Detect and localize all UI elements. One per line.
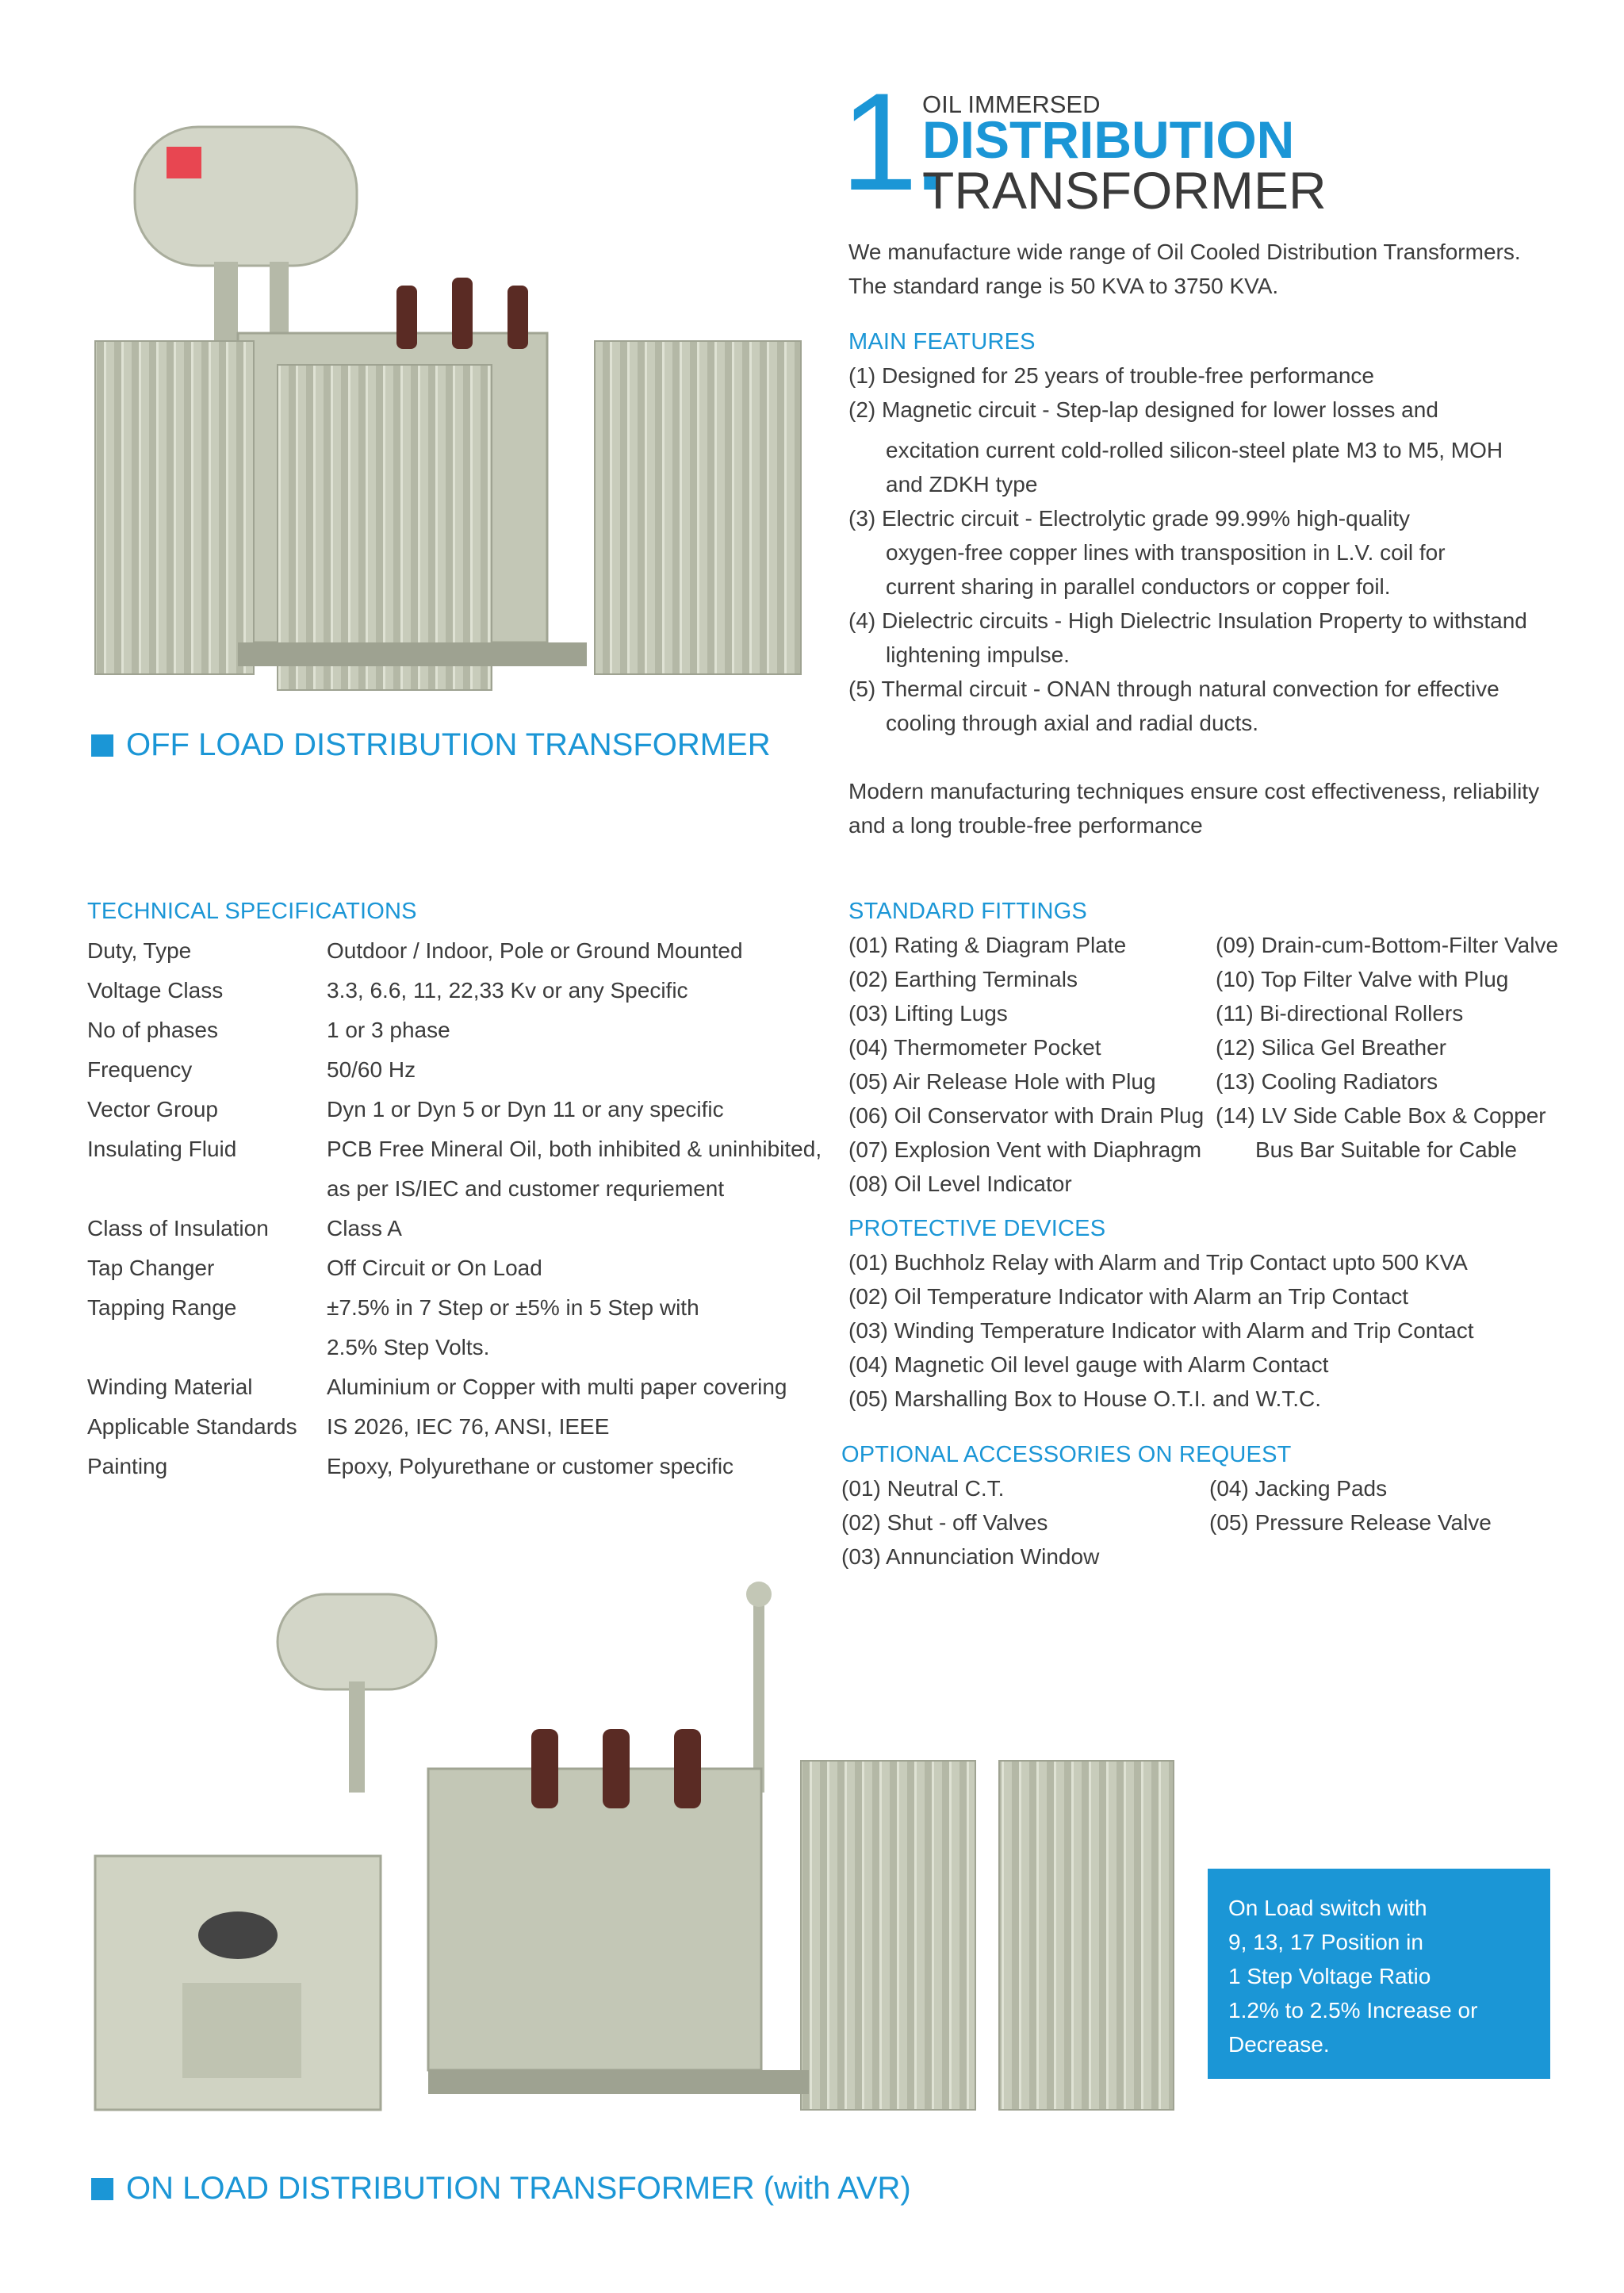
feature-line: (4) Dielectric circuits - High Dielectric Insulation Property to withstand	[848, 608, 1527, 633]
accessory-item: (03) Annunciation Window	[841, 1544, 1100, 1569]
optional-accessories-title: OPTIONAL ACCESSORIES ON REQUEST	[841, 1442, 1292, 1467]
info-line: Decrease.	[1228, 2032, 1330, 2057]
fitting-item: (11) Bi-directional Rollers	[1216, 1001, 1464, 1026]
protective-item: (01) Buchholz Relay with Alarm and Trip Contact upto 500 KVA	[848, 1250, 1468, 1275]
spec-key: Voltage Class	[87, 978, 224, 1003]
info-line: 1.2% to 2.5% Increase or	[1228, 1998, 1478, 2023]
spec-key: Applicable Standards	[87, 1414, 297, 1439]
accessory-item: (02) Shut - off Valves	[841, 1510, 1048, 1535]
bullet-square-icon	[91, 734, 113, 757]
feature-line: oxygen-free copper lines with transposition in L.V. coil for	[886, 540, 1446, 565]
spec-value: Aluminium or Copper with multi paper covering	[327, 1375, 787, 1399]
fitting-item: (13) Cooling Radiators	[1216, 1069, 1438, 1094]
accessory-item: (01) Neutral C.T.	[841, 1476, 1005, 1501]
spec-key: Painting	[87, 1454, 168, 1478]
spec-value: Class A	[327, 1216, 402, 1240]
protective-item: (05) Marshalling Box to House O.T.I. and W.T.C.	[848, 1386, 1322, 1411]
intro-text	[848, 235, 1610, 303]
off-load-caption	[91, 727, 771, 763]
header-line-transformer: TRANSFORMER	[922, 161, 1327, 220]
header-line-oil-immersed: OIL IMMERSED	[922, 90, 1101, 118]
closing-line-2: and a long trouble-free performance	[848, 813, 1203, 838]
feature-line: (2) Magnetic circuit - Step-lap designed for lower losses and	[848, 397, 1438, 422]
on-load-transformer-image	[87, 1570, 1213, 2142]
spec-value: Dyn 1 or Dyn 5 or Dyn 11 or any specific	[327, 1097, 724, 1122]
spec-value: 2.5% Step Volts.	[327, 1335, 490, 1359]
spec-value: Outdoor / Indoor, Pole or Ground Mounted	[327, 938, 743, 963]
intro-line-2: The standard range is 50 KVA to 3750 KVA.	[848, 274, 1279, 298]
off-load-caption-text: OFF LOAD DISTRIBUTION TRANSFORMER	[126, 727, 771, 762]
spec-value: as per IS/IEC and customer requriement	[327, 1176, 725, 1201]
on-load-caption	[91, 2171, 911, 2207]
protective-item: (04) Magnetic Oil level gauge with Alarm Contact	[848, 1352, 1329, 1377]
feature-line: and ZDKH type	[886, 472, 1038, 497]
fitting-item: (05) Air Release Hole with Plug	[848, 1069, 1156, 1094]
spec-key: Class of Insulation	[87, 1216, 269, 1240]
on-load-info-box	[1208, 1869, 1550, 2079]
intro-line-1: We manufacture wide range of Oil Cooled Distribution Transformers.	[848, 240, 1521, 264]
fitting-item: (08) Oil Level Indicator	[848, 1171, 1072, 1196]
on-load-caption-text: ON LOAD DISTRIBUTION TRANSFORMER (with AVR)	[126, 2171, 911, 2206]
accessory-item: (04) Jacking Pads	[1209, 1476, 1388, 1501]
spec-value: ±7.5% in 7 Step or ±5% in 5 Step with	[327, 1295, 699, 1320]
fitting-item: (14) LV Side Cable Box & Copper	[1216, 1103, 1546, 1128]
feature-line: (3) Electric circuit - Electrolytic grade 99.99% high-quality	[848, 506, 1411, 531]
fitting-item: Bus Bar Suitable for Cable	[1255, 1137, 1517, 1162]
fitting-item: (10) Top Filter Valve with Plug	[1216, 967, 1509, 991]
fitting-item: (07) Explosion Vent with Diaphragm	[848, 1137, 1202, 1162]
spec-key: No of phases	[87, 1018, 218, 1042]
spec-key: Tapping Range	[87, 1295, 237, 1320]
fitting-item: (06) Oil Conservator with Drain Plug	[848, 1103, 1205, 1128]
spec-key: Vector Group	[87, 1097, 218, 1122]
accessory-item: (05) Pressure Release Valve	[1209, 1510, 1492, 1535]
feature-line: (5) Thermal circuit - ONAN through natural convection for effective	[848, 677, 1500, 701]
feature-line: cooling through axial and radial ducts.	[886, 711, 1259, 735]
spec-value: IS 2026, IEC 76, ANSI, IEEE	[327, 1414, 610, 1439]
feature-line: lightening impulse.	[886, 642, 1070, 667]
fitting-item: (01) Rating & Diagram Plate	[848, 933, 1127, 957]
spec-value: 1 or 3 phase	[327, 1018, 450, 1042]
spec-key: Winding Material	[87, 1375, 253, 1399]
fitting-item: (12) Silica Gel Breather	[1216, 1035, 1447, 1060]
off-load-transformer-image	[79, 103, 825, 714]
bullet-square-icon	[91, 2178, 113, 2200]
protective-item: (03) Winding Temperature Indicator with Alarm and Trip Contact	[848, 1318, 1474, 1343]
section-number: 1.	[841, 65, 944, 220]
spec-key: Tap Changer	[87, 1256, 215, 1280]
protective-devices-title: PROTECTIVE DEVICES	[848, 1216, 1106, 1241]
protective-item: (02) Oil Temperature Indicator with Alarm an Trip Contact	[848, 1284, 1409, 1309]
spec-key: Duty, Type	[87, 938, 192, 963]
spec-value: Off Circuit or On Load	[327, 1256, 542, 1280]
standard-fittings-title: STANDARD FITTINGS	[848, 899, 1087, 924]
main-features-title: MAIN FEATURES	[848, 329, 1036, 355]
spec-value: Epoxy, Polyurethane or customer specific	[327, 1454, 734, 1478]
spec-key: Insulating Fluid	[87, 1137, 237, 1161]
closing-line-1: Modern manufacturing techniques ensure cost effectiveness, reliability	[848, 779, 1540, 803]
info-line: 9, 13, 17 Position in	[1228, 1930, 1423, 1954]
spec-value: 3.3, 6.6, 11, 22,33 Kv or any Specific	[327, 978, 688, 1003]
feature-line: current sharing in parallel conductors or copper foil.	[886, 574, 1391, 599]
header-line-distribution: DISTRIBUTION	[922, 110, 1295, 169]
fitting-item: (02) Earthing Terminals	[848, 967, 1078, 991]
spec-key: Frequency	[87, 1057, 193, 1082]
info-line: On Load switch with	[1228, 1896, 1427, 1920]
spec-value: PCB Free Mineral Oil, both inhibited & uninhibited,	[327, 1137, 822, 1161]
fitting-item: (03) Lifting Lugs	[848, 1001, 1008, 1026]
tech-specs-title: TECHNICAL SPECIFICATIONS	[87, 899, 417, 924]
spec-value: 50/60 Hz	[327, 1057, 416, 1082]
info-line: 1 Step Voltage Ratio	[1228, 1964, 1431, 1988]
fitting-item: (09) Drain-cum-Bottom-Filter Valve	[1216, 933, 1559, 957]
fitting-item: (04) Thermometer Pocket	[848, 1035, 1101, 1060]
feature-line: excitation current cold-rolled silicon-steel plate M3 to M5, MOH	[886, 438, 1503, 462]
feature-line: (1) Designed for 25 years of trouble-free performance	[848, 363, 1374, 388]
